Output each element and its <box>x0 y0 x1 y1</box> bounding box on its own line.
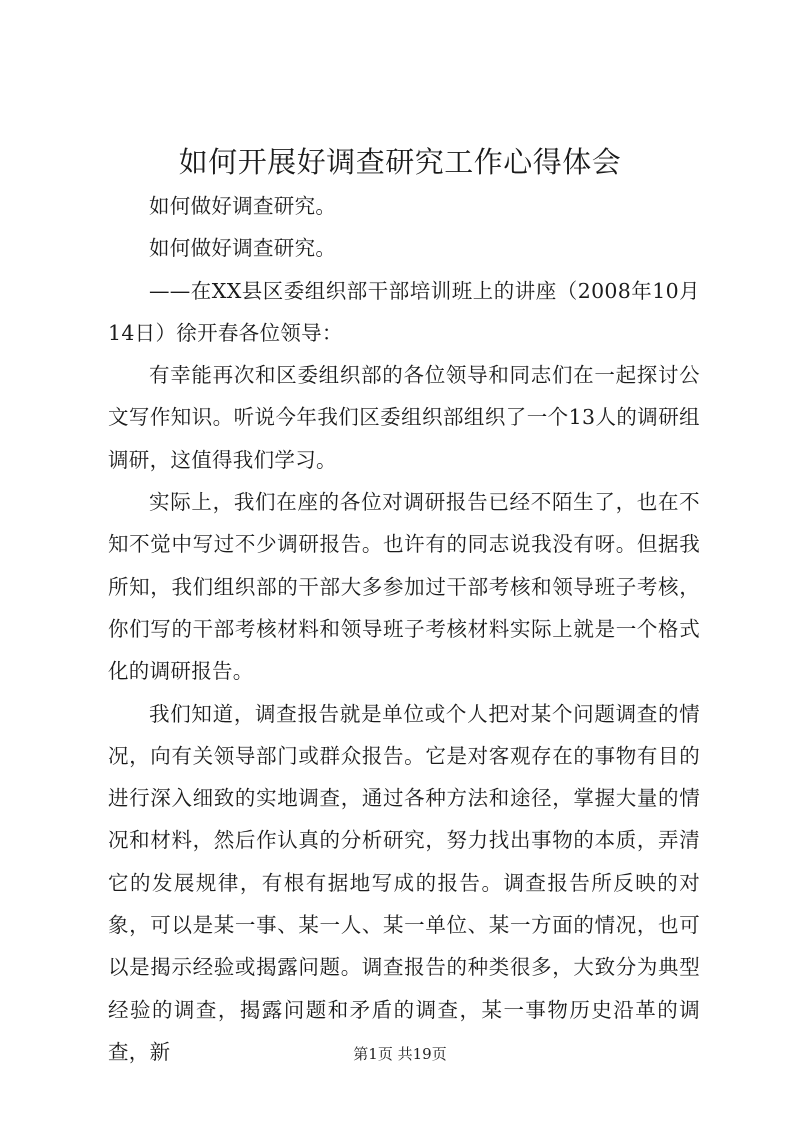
paragraph: ——在XX县区委组织部干部培训班上的讲座（2008年10月14日）徐开春各位领导： <box>108 278 700 345</box>
paragraph: 如何做好调查研究。 <box>149 194 337 218</box>
paragraph: 有幸能再次和区委组织部的各位领导和同志们在一起探讨公文写作知识。听说今年我们区委组织部组织了一个13人的调研组调研，这值得我们学习。 <box>108 363 700 472</box>
document-title: 如何开展好调查研究工作心得体会 <box>178 145 622 179</box>
paragraph: 我们知道，调查报告就是单位或个人把对某个问题调查的情况，向有关领导部门或群众报告。它是对客观存在的事物有目的进行深入细致的实地调查，通过各种方法和途径，掌握大量的情况和材料，然后作认真的分析研究，努力找出事物的本质，弄清它的发展规律，有根有据地写成的报告。调查报告所反映的对象，可以是某一事、某一人、某一单位、某一方面的情况，也可以是揭示经验或揭露问题。调查报告的种类很多，大致分为典型经验的调查，揭露问题和矛盾的调查，某一事物历史沿革的调查，新 <box>108 701 700 1064</box>
paragraph: 如何做好调查研究。 <box>149 236 337 261</box>
page-number-footer: 第1页 共19页 <box>353 1045 447 1063</box>
paragraph: 实际上，我们在座的各位对调研报告已经不陌生了，也在不知不觉中写过不少调研报告。也许有的同志说我没有呀。但据我所知，我们组织部的干部大多参加过干部考核和领导班子考核，你们写的干部考核材料和领导班子考核材料实际上就是一个格式化的调研报告。 <box>108 490 700 684</box>
document-body <box>108 185 700 1073</box>
